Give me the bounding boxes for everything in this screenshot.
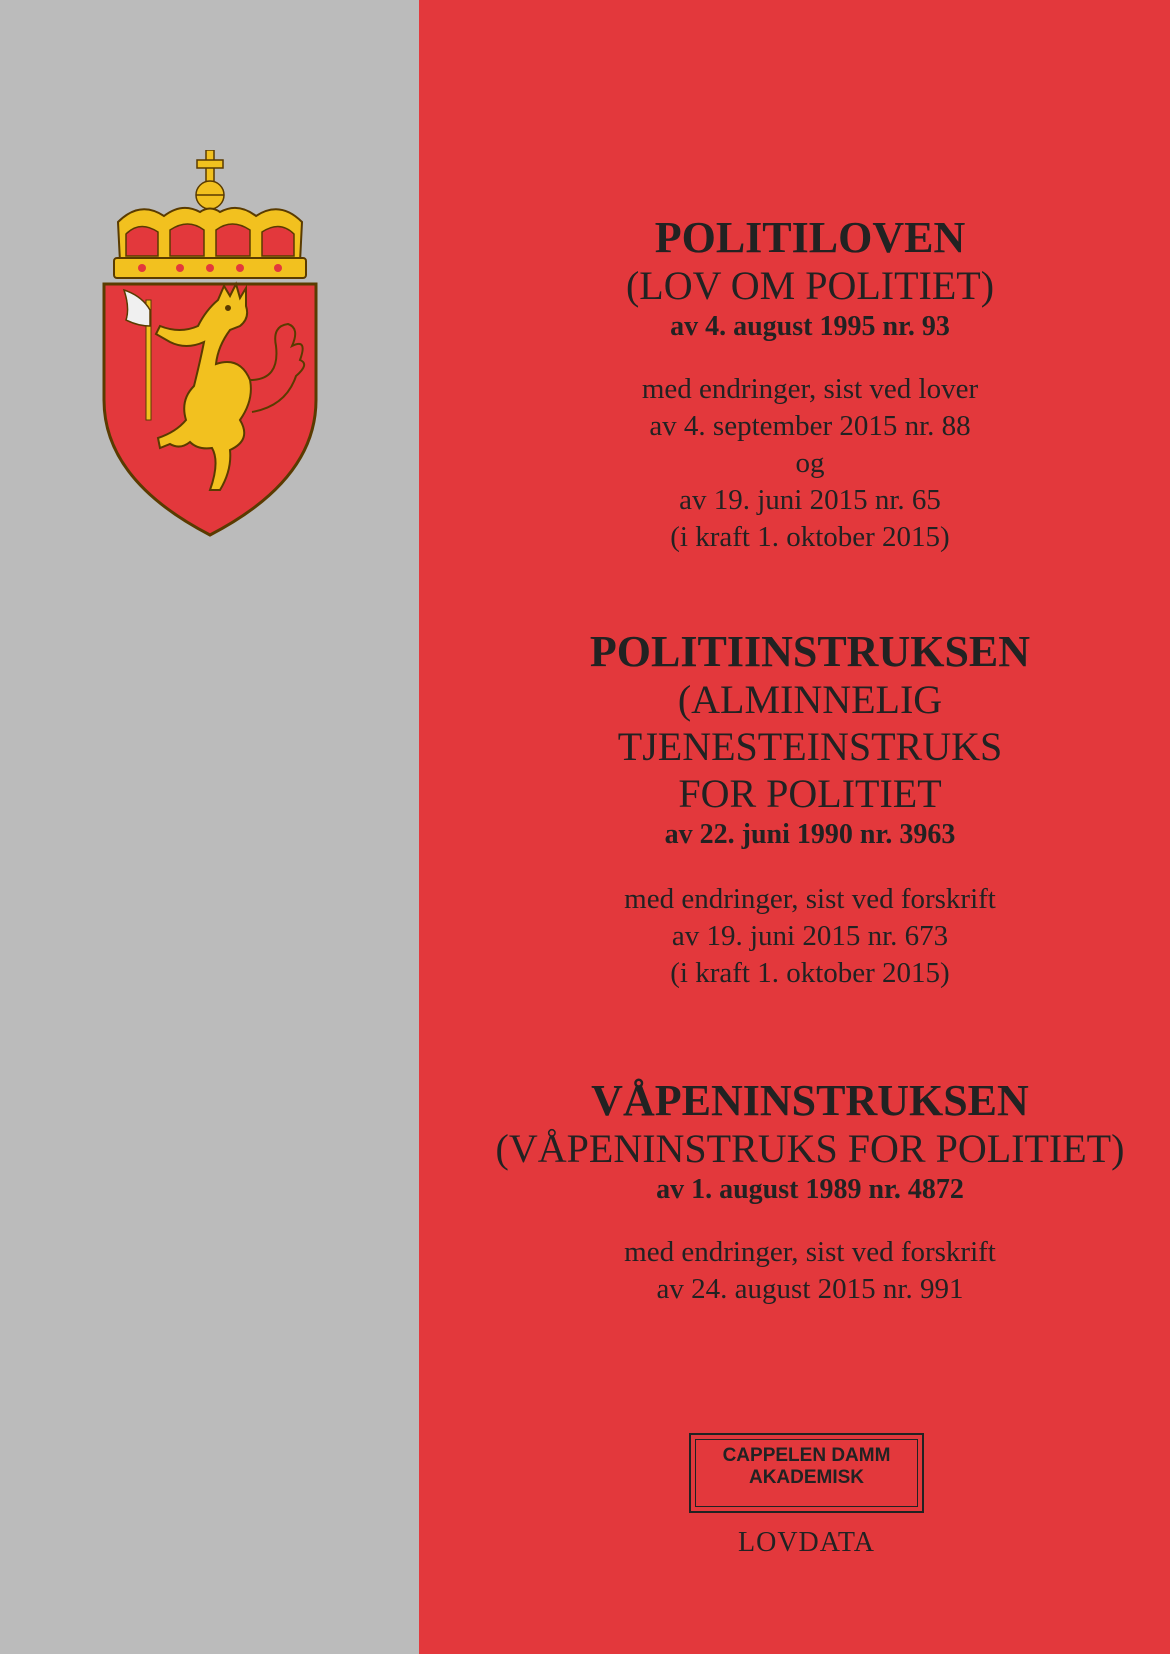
crown-icon	[114, 208, 306, 278]
section2-date: av 22. juni 1990 nr. 3963	[664, 819, 956, 850]
section2-subtitle-line: FOR POLITIET	[678, 771, 942, 816]
section1-subtitle: (LOV OM POLITIET)	[625, 263, 995, 308]
section3-title: VÅPENINSTRUKSEN	[591, 1076, 1029, 1125]
imprint-lovdata: LOVDATA	[738, 1527, 875, 1558]
publisher-logo-frame	[695, 1439, 918, 1507]
section1-amendment-line: med endringer, sist ved lover	[641, 373, 979, 405]
section3-date: av 1. august 1989 nr. 4872	[656, 1174, 964, 1205]
section3-subtitle: (VÅPENINSTRUKS FOR POLITIET)	[495, 1126, 1125, 1171]
crown-cross-icon	[196, 150, 224, 209]
section-politiinstruksen	[440, 628, 1170, 992]
section1-date: av 4. august 1995 nr. 93	[670, 311, 950, 342]
publisher-line2: AKADEMISK	[748, 1467, 865, 1488]
section3-amendment-line: med endringer, sist ved forskrift	[624, 1236, 996, 1268]
section1-title: POLITILOVEN	[654, 213, 966, 262]
section2-amendment-line: av 19. juni 2015 nr. 673	[671, 920, 949, 952]
section-politiloven	[440, 214, 1170, 556]
section1-amendment-line: (i kraft 1. oktober 2015)	[670, 521, 950, 553]
section1-amendment-line: av 19. juni 2015 nr. 65	[679, 484, 941, 516]
section1-amendment-line: og	[795, 447, 825, 479]
section2-subtitle-line: (ALMINNELIG	[677, 677, 943, 722]
publisher-line1: CAPPELEN DAMM	[722, 1445, 891, 1466]
section2-title: POLITIINSTRUKSEN	[589, 627, 1031, 676]
coat-of-arms-icon	[100, 150, 330, 540]
section2-amendment-line: med endringer, sist ved forskrift	[624, 883, 996, 915]
publisher-logo	[689, 1433, 924, 1513]
section3-amendment-line: av 24. august 2015 nr. 991	[656, 1273, 964, 1305]
section1-amendment-line: av 4. september 2015 nr. 88	[649, 410, 971, 442]
section2-amendment-line: (i kraft 1. oktober 2015)	[670, 957, 950, 989]
section-vapeninstruksen	[440, 1077, 1170, 1308]
section2-subtitle-line: TJENESTEINSTRUKS	[617, 724, 1003, 769]
